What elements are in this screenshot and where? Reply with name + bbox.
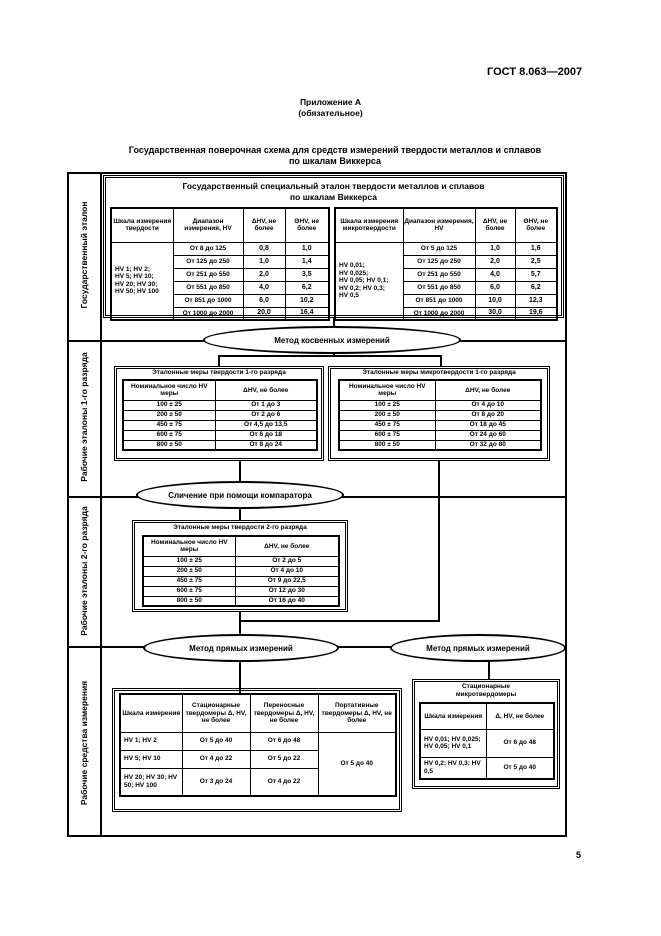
state-standard-title: Государственный специальный эталон твердости металлов и сплавов [182,181,485,191]
theta-cell: 3,5 [285,268,329,281]
scale-line: HV 0,025; [339,269,369,277]
delta-cell: 20,0 [243,307,285,320]
range-cell: От 551 до 850 [173,281,243,294]
label-instruments: Рабочие средства измерения [79,680,89,806]
label-working-2: Рабочие эталоны 2-го разряда [79,506,89,636]
delta-cell: 4,0 [475,268,515,281]
hdr-theta: ΘHV, не более [515,208,557,242]
annex-status: (обязательное) [298,108,363,118]
delta-cell: 4,0 [243,281,285,294]
instruments-left-table [119,693,397,797]
hdr-delta: Δ, HV, не более [486,703,554,729]
hdr-scale: Шкала измерения твердости [111,208,173,242]
delta-cell: 10,0 [475,294,515,307]
theta-cell: 16,4 [285,307,329,320]
label-working-1: Рабочие эталоны 1-го разряда [79,352,89,482]
hdr-nominal: Номинальное число HV меры [123,380,215,400]
delta-cell: От 4 до 10 [235,566,339,576]
hdr-delta: ΔHV, не более [435,380,541,400]
theta-cell: 1,6 [515,242,557,255]
portable-cell: От 4 до 22 [250,768,318,796]
delta-cell: От 12 до 30 [235,586,339,596]
connector [438,461,440,621]
stationary-cell: От 3 до 24 [182,768,250,796]
scale-cell: HV 0,2; HV 0,3; HV 0,5 [420,757,486,779]
theta-cell: 5,7 [515,268,557,281]
nominal-cell: 800 ± 50 [339,440,435,450]
hdr-stationary: Стационарные твердомеры Δ, HV, не более [182,694,250,732]
scale-cell: HV 0,01; HV 0,025; HV 0,05; HV 0,1 [420,729,486,757]
connector [239,620,440,622]
hdr-delta: ΔHV, не более [475,208,515,242]
nominal-cell: 800 ± 50 [143,596,235,606]
page-number: 5 [576,850,582,860]
annex-title: Приложение А [299,97,362,107]
hdr-scale: Шкала измерения [420,703,486,729]
delta-cell: 6,0 [243,294,285,307]
working1-left-table [122,379,318,451]
stationary-cell: От 4 до 22 [182,750,250,768]
scale-cell: HV 5; HV 10 [120,750,182,768]
delta-cell: От 6 до 48 [486,729,554,757]
delta-cell: От 8 до 20 [435,410,541,420]
standard-code: ГОСТ 8.063—2007 [487,66,583,78]
scheme-title: Государственная поверочная схема для средств измерений твердости металлов и сплавов [128,145,542,155]
delta-cell: 0,8 [243,242,285,255]
scale-line: HV 0,2; HV 0,3; [339,284,385,292]
theta-cell: 12,3 [515,294,557,307]
nominal-cell: 600 ± 75 [143,586,235,596]
hdr-delta: ΔHV, не более [215,380,317,400]
scale-line: HV 5; HV 10; [115,273,154,281]
hdr-delta: ΔHV, не более [235,536,339,556]
state-standard-title-line2: по шкалам Виккерса [290,192,377,202]
nominal-cell: 450 ± 75 [143,576,235,586]
hdr-theta: ΘHV, не более [285,208,329,242]
range-cell: От 1000 до 2000 [173,307,243,320]
scale-cell: HV 1; HV 2 [120,732,182,750]
hdr-delta: ΔHV, не более [243,208,285,242]
nominal-cell: 450 ± 75 [339,420,435,430]
nominal-cell: 100 ± 25 [123,400,215,410]
theta-cell: 1,0 [285,242,329,255]
theta-cell: 19,6 [515,307,557,320]
scale-line: HV 0,01; [339,262,365,269]
working2-title: Эталонные меры твердости 2-го разряда [173,524,307,531]
hdr-nominal: Номинальное число HV меры [143,536,235,556]
delta-cell: От 32 до 80 [435,440,541,450]
delta-cell: От 8 до 24 [215,440,317,450]
oval-direct-method-right: Метод прямых измерений [390,634,566,662]
label-state-standard: Государственный эталон [79,201,89,309]
range-cell: От 851 до 1000 [173,294,243,307]
delta-cell: От 4,5 до 13,5 [215,420,317,430]
nominal-cell: 200 ± 50 [143,566,235,576]
nominal-cell: 800 ± 50 [123,440,215,450]
scale-line: HV 0,5 [339,292,359,299]
connector [218,355,442,357]
scale-line: HV 0,05; HV 0,1; [339,277,389,284]
delta-cell: От 1 до 3 [215,400,317,410]
range-cell: От 251 до 550 [403,268,475,281]
portable-cell: От 6 до 48 [250,732,318,750]
nominal-cell: 600 ± 75 [123,430,215,440]
nominal-cell: 450 ± 75 [123,420,215,430]
delta-cell: От 2 до 5 [235,556,339,566]
delta-cell: От 9 до 22,5 [235,576,339,586]
delta-cell: От 6 до 18 [215,430,317,440]
scale-line: HV 50; HV 100 [115,288,159,296]
delta-cell: От 24 до 60 [435,430,541,440]
state-right-table [334,207,558,321]
nominal-cell: 200 ± 50 [123,410,215,420]
delta-cell: 2,0 [475,255,515,268]
scale-line: HV 20; HV 30; [115,280,158,288]
label-column-divider [100,172,102,837]
scale-line: HV 1; HV 2; [115,265,151,273]
delta-cell: 1,0 [475,242,515,255]
nominal-cell: 100 ± 25 [143,556,235,566]
scheme-title-line2: по шкалам Виккерса [289,156,381,166]
hdr-handheld: Портативные твердомеры Δ, HV, не более [318,694,396,732]
working1-left-title: Эталонные меры твердости 1-го разряда [152,369,286,376]
hdr-nominal: Номинальное число HV меры [339,380,435,400]
range-cell: От 125 до 250 [173,255,243,268]
theta-cell: 6,2 [515,281,557,294]
range-cell: От 5 до 125 [403,242,475,255]
nominal-cell: 200 ± 50 [339,410,435,420]
theta-cell: 10,2 [285,294,329,307]
delta-cell: От 4 до 10 [435,400,541,410]
theta-cell: 1,4 [285,255,329,268]
oval-direct-method-left: Метод прямых измерений [143,634,339,662]
scale-cell: HV 20; HV 30; HV 50; HV 100 [120,768,182,796]
state-left-table [110,207,330,321]
hdr-scale: Шкала измерения микротвердости [335,208,403,242]
scale-cell [335,242,403,320]
delta-cell: От 2 до 6 [215,410,317,420]
handheld-cell: От 5 до 40 [318,732,396,796]
range-cell: От 8 до 125 [173,242,243,255]
range-cell: От 1000 до 2000 [403,307,475,320]
hdr-range: Диапазон измерения, HV [403,208,475,242]
range-cell: От 851 до 1000 [403,294,475,307]
hdr-scale: Шкала измерения [120,694,182,732]
delta-cell: 30,0 [475,307,515,320]
instruments-right-title: Стационарные микротвердомеры [455,683,517,698]
delta-cell: 1,0 [243,255,285,268]
oval-comparator: Сличение при помощи компаратора [136,481,344,509]
nominal-cell: 100 ± 25 [339,400,435,410]
working2-table [142,535,340,607]
delta-cell: От 18 до 45 [435,420,541,430]
delta-cell: 6,0 [475,281,515,294]
theta-cell: 6,2 [285,281,329,294]
range-cell: От 251 до 550 [173,268,243,281]
scale-cell [111,242,173,320]
hdr-portable: Переносные твердомеры Δ, HV, не более [250,694,318,732]
delta-cell: 2,0 [243,268,285,281]
working1-right-table [338,379,542,451]
delta-cell: От 16 до 40 [235,596,339,606]
hdr-range: Диапазон измерения, HV [173,208,243,242]
range-cell: От 125 до 250 [403,255,475,268]
range-cell: От 551 до 850 [403,281,475,294]
instruments-right-table [419,702,555,780]
nominal-cell: 600 ± 75 [339,430,435,440]
delta-cell: От 5 до 40 [486,757,554,779]
theta-cell: 2,5 [515,255,557,268]
stationary-cell: От 5 до 40 [182,732,250,750]
connector [488,660,490,680]
working1-right-title: Эталонные меры микротвердости 1-го разряда [362,369,516,376]
oval-indirect-method: Метод косвенных измерений [203,326,461,354]
portable-cell: От 5 до 22 [250,750,318,768]
